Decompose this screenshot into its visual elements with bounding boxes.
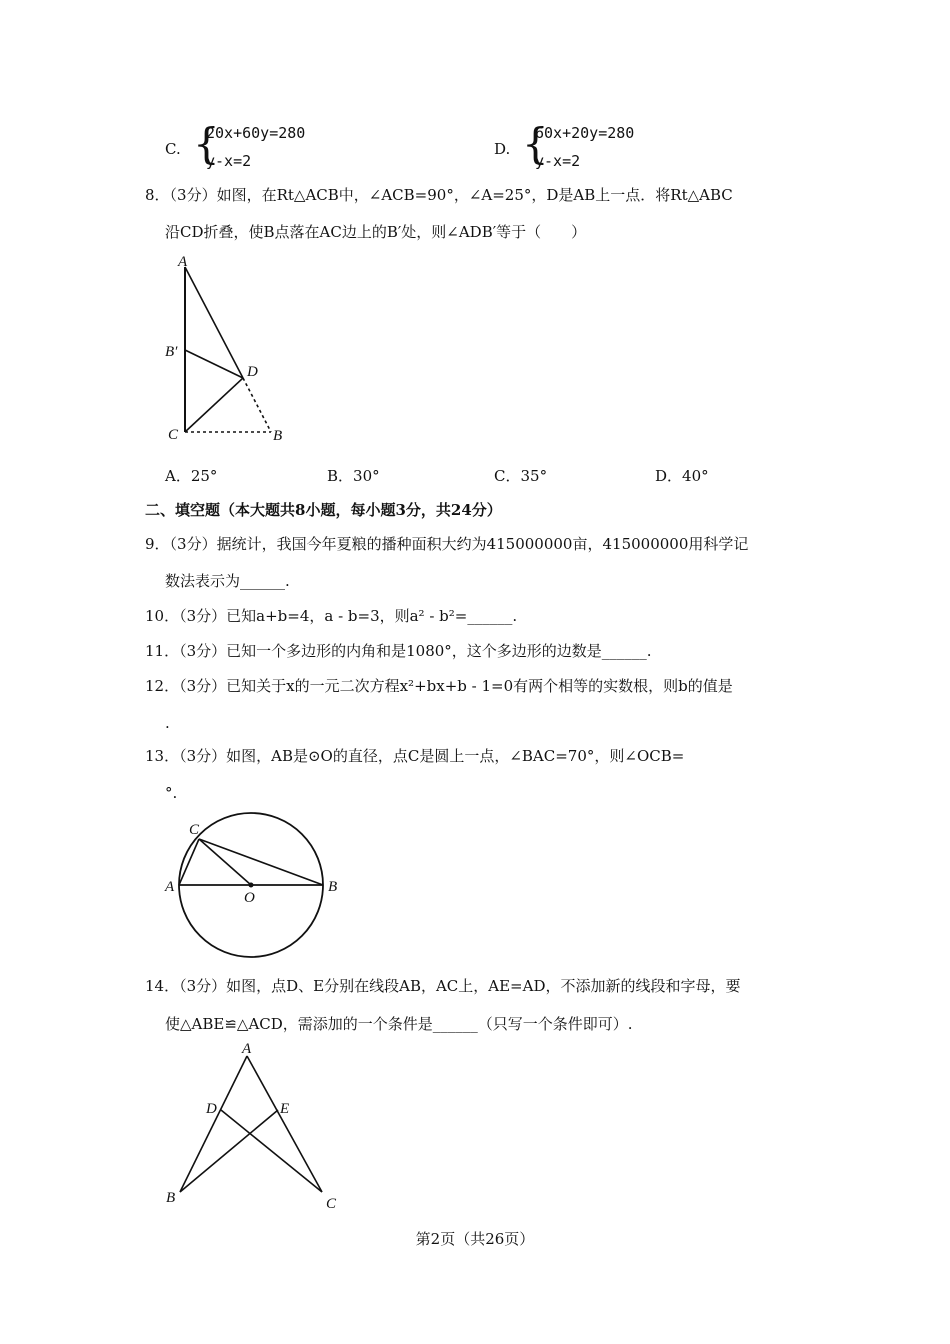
q8-label-a: A	[178, 254, 188, 270]
q14-line-ac	[247, 1056, 322, 1192]
q13-label-a: A	[165, 879, 175, 895]
q8-option-b: B．30°	[327, 467, 380, 485]
q14-text-line1: 14．（3分）如图，点D、E分别在线段AB，AC上，AE=AD，不添加新的线段和字母，要	[145, 977, 741, 995]
q8-label-b: B	[273, 428, 283, 444]
q14-line-be	[180, 1110, 278, 1192]
q8-line-ad	[185, 267, 243, 378]
q8-text-line2: 沿CD折叠，使B点落在AC边上的B′处，则∠ADB′等于（ ）	[165, 223, 587, 241]
q7-option-c-eq2: y-x=2	[206, 152, 252, 170]
q13-figure	[160, 812, 360, 962]
q13-center-dot	[249, 883, 254, 888]
q7-option-c-label: C.	[165, 140, 181, 158]
q8-label-d: D	[247, 364, 258, 380]
q14-label-b: B	[166, 1190, 176, 1206]
q7-option-d-eq2: y-x=2	[535, 152, 581, 170]
q13-line-co	[199, 839, 251, 885]
q14-figure	[160, 1040, 360, 1215]
page-footer: 第2页（共26页）	[415, 1230, 535, 1248]
q8-option-a: A．25°	[165, 467, 218, 485]
q14-line-dc	[221, 1110, 322, 1192]
q14-label-e: E	[280, 1101, 290, 1117]
q8-label-c: C	[168, 427, 179, 443]
q7-option-d-label: D.	[494, 140, 511, 158]
q8-text-line1: 8．（3分）如图，在Rt△ACB中，∠ACB=90°，∠A=25°，D是AB上一点．将Rt△ABC	[145, 186, 733, 204]
q8-figure	[150, 250, 310, 450]
section-heading: 二、填空题（本大题共8小题，每小题3分，共24分）	[145, 501, 502, 519]
q14-line-ab	[180, 1056, 247, 1192]
q9-text-line1: 9．（3分）据统计，我国今年夏粮的播种面积大约为415000000亩，415000000用科学记	[145, 535, 749, 553]
q12-text-line1: 12．（3分）已知关于x的一元二次方程x²+bx+b - 1=0有两个相等的实数根，则b的值是	[145, 677, 733, 695]
q8-option-c: C．35°	[494, 467, 548, 485]
q8-line-bpd	[185, 350, 243, 378]
q7-option-c-brace: {	[193, 119, 220, 168]
q10-text: 10．（3分）已知a+b=4，a - b=3，则a² - b²=______.	[145, 607, 518, 625]
q13-text-line2: °.	[165, 784, 178, 802]
q13-line-cb	[199, 839, 323, 885]
q7-option-d-eq1: 60x+20y=280	[535, 124, 635, 142]
q12-text-line2: .	[165, 714, 170, 732]
q14-label-c: C	[326, 1196, 337, 1212]
q7-option-d-brace: {	[522, 119, 549, 168]
q9-text-line2: 数法表示为______.	[165, 572, 290, 590]
q8-option-d: D．40°	[655, 467, 709, 485]
q8-line-cd	[185, 378, 243, 432]
q7-option-c-eq1: 20x+60y=280	[206, 124, 306, 142]
q14-text-line2: 使△ABE≌△ACD，需添加的一个条件是______（只写一个条件即可）.	[165, 1015, 633, 1033]
q8-line-db-dashed	[243, 378, 271, 432]
q13-label-o: O	[244, 890, 255, 906]
q13-label-c: C	[189, 822, 200, 838]
q13-text-line1: 13．（3分）如图，AB是⊙O的直径，点C是圆上一点，∠BAC=70°，则∠OCB=	[145, 747, 685, 765]
q8-label-bprime: B′	[165, 344, 178, 360]
q11-text: 11．（3分）已知一个多边形的内角和是1080°，这个多边形的边数是______.	[145, 642, 652, 660]
q14-label-a: A	[242, 1041, 252, 1057]
q13-label-b: B	[328, 879, 338, 895]
q14-label-d: D	[206, 1101, 217, 1117]
